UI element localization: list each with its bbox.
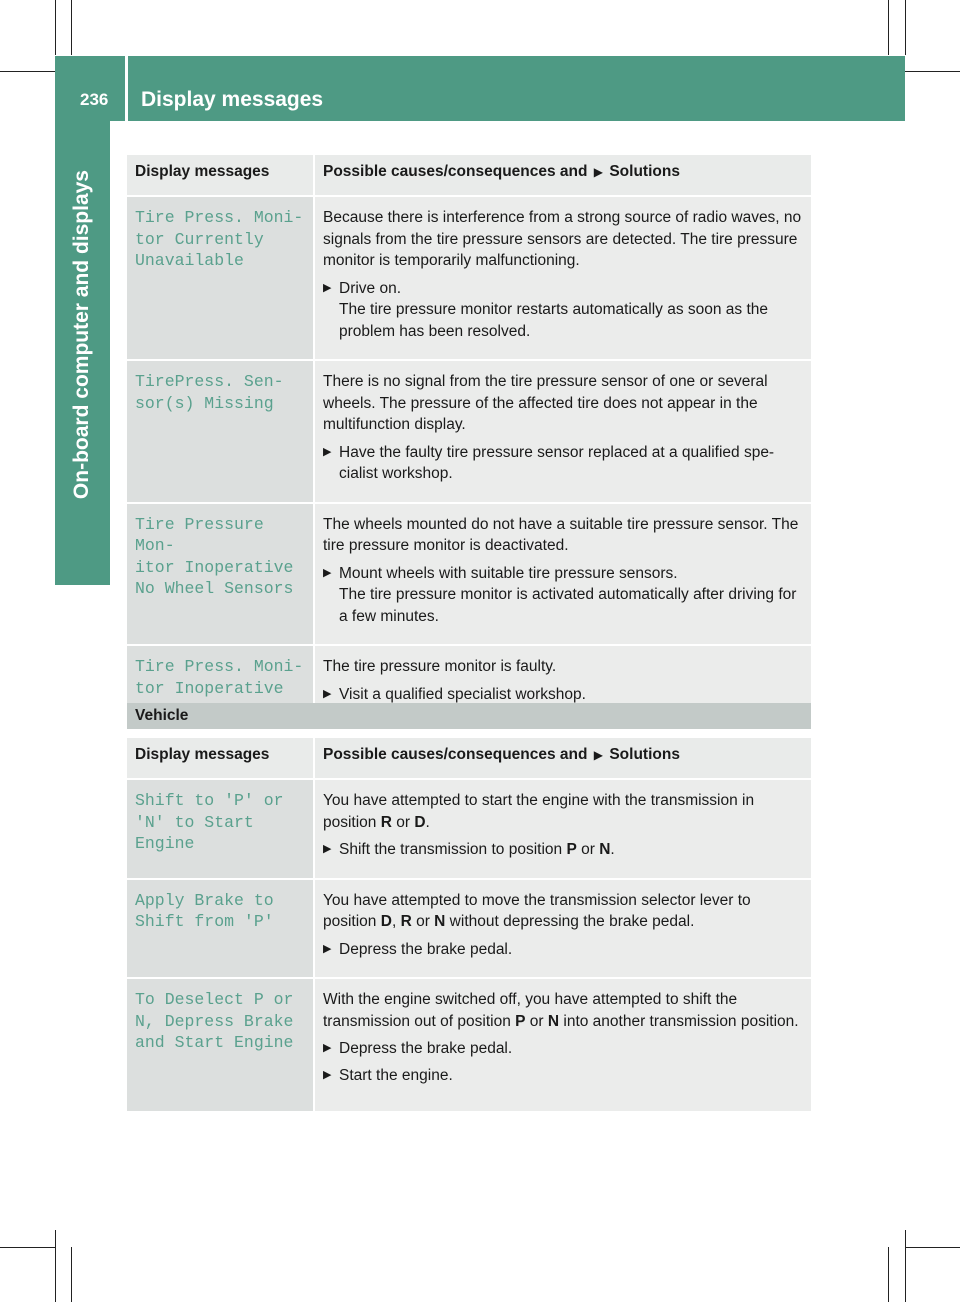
solution-arrow-icon: ▶ bbox=[593, 165, 604, 179]
solution-step bbox=[323, 278, 805, 343]
solution-step bbox=[323, 684, 805, 706]
cause-text bbox=[323, 989, 805, 1032]
key-letter: N bbox=[547, 1012, 560, 1030]
crop-mark bbox=[905, 0, 906, 55]
table-header-row bbox=[127, 155, 811, 196]
text-run: With the engine switched off, you have attempted to shift the transmission out of position bbox=[323, 991, 738, 1030]
display-message-code bbox=[127, 503, 314, 646]
code-line: Shift to 'P' or bbox=[135, 791, 284, 810]
step-text: . bbox=[610, 841, 615, 858]
solution-step bbox=[323, 563, 805, 628]
crop-mark bbox=[0, 71, 55, 72]
code-line: To Deselect P or bbox=[135, 990, 294, 1009]
cause-text bbox=[323, 790, 805, 833]
text-run: without depressing the brake pedal. bbox=[445, 913, 695, 930]
code-line: Tire Pressure Mon- bbox=[135, 514, 264, 555]
code-line: No Wheel Sensors bbox=[135, 579, 294, 598]
step-arrow-icon: ▶ bbox=[323, 843, 332, 855]
step-arrow-icon: ▶ bbox=[323, 1068, 332, 1081]
col-header-solutions-text: Solutions bbox=[609, 746, 680, 763]
side-chapter-label: On-board computer and displays bbox=[70, 170, 93, 500]
step-arrow-icon: ▶ bbox=[323, 687, 332, 700]
key-letter: R bbox=[380, 813, 392, 831]
table-row bbox=[127, 503, 811, 646]
code-line: N, Depress Brake bbox=[135, 1011, 294, 1031]
crop-mark bbox=[905, 71, 960, 72]
cause-text: The wheels mounted do not have a suitable tire pressure sensor. The tire pressure monitor is deactivated. bbox=[323, 515, 799, 554]
col-header-causes bbox=[314, 738, 811, 779]
key-letter: P bbox=[515, 1012, 526, 1030]
key-letter: R bbox=[400, 913, 412, 930]
display-message-code bbox=[127, 360, 314, 503]
crop-mark bbox=[55, 1230, 56, 1302]
crop-mark bbox=[71, 0, 72, 55]
page-title: Display messages bbox=[141, 88, 324, 111]
col-header-solutions-text: Solutions bbox=[609, 163, 680, 180]
crop-mark bbox=[55, 0, 56, 55]
messages-table-tire bbox=[127, 155, 811, 724]
cause-text: There is no signal from the tire pressure sensor of one or several wheels. The pressure of the affected tire does not appear in the multifunction display. bbox=[323, 373, 768, 433]
step-text: Visit a qualified specialist workshop. bbox=[339, 685, 586, 703]
step-text: Depress the brake pedal. bbox=[339, 940, 513, 958]
step-text: or bbox=[576, 841, 600, 858]
key-letter: N bbox=[434, 913, 446, 930]
cause-description bbox=[314, 779, 811, 879]
col-header-causes bbox=[314, 155, 811, 196]
key-letter: D bbox=[414, 813, 426, 831]
messages-table-vehicle bbox=[127, 738, 811, 1113]
step-arrow-icon: ▶ bbox=[323, 942, 332, 955]
table-row bbox=[127, 196, 811, 360]
cause-description bbox=[314, 879, 811, 979]
table-row bbox=[127, 879, 811, 979]
step-text: Depress the brake pedal. bbox=[339, 1040, 513, 1057]
solution-arrow-icon: ▶ bbox=[593, 748, 604, 762]
code-line: tor Currently bbox=[135, 229, 264, 249]
table-header-row bbox=[127, 738, 811, 779]
solution-step bbox=[323, 1038, 805, 1060]
page-number: 236 bbox=[80, 90, 109, 109]
cause-text: The tire pressure monitor is faulty. bbox=[323, 658, 557, 675]
crop-mark bbox=[0, 1247, 55, 1248]
display-message-code bbox=[127, 978, 314, 1112]
code-line: Unavailable bbox=[135, 251, 244, 270]
key-letter: D bbox=[380, 913, 392, 930]
col-header-causes-text: Possible causes/consequences and bbox=[323, 163, 588, 180]
cause-description bbox=[314, 978, 811, 1112]
solution-step bbox=[323, 839, 805, 861]
cause-description bbox=[314, 196, 811, 360]
code-line: Shift from 'P' bbox=[135, 912, 274, 931]
code-line: TirePress. Sen- bbox=[135, 372, 284, 391]
side-chapter-label-wrap bbox=[62, 140, 102, 530]
section-title-vehicle: Vehicle bbox=[135, 707, 189, 724]
cause-description bbox=[314, 360, 811, 503]
cause-description bbox=[314, 503, 811, 646]
code-line: sor(s) Missing bbox=[135, 393, 274, 413]
text-run: You have attempted to start the engine with the transmission in position bbox=[323, 792, 755, 831]
text-run: or bbox=[525, 1012, 548, 1030]
solution-step bbox=[323, 1065, 805, 1087]
code-line: Tire Press. Moni- bbox=[135, 657, 304, 676]
section-band-vehicle bbox=[127, 703, 811, 729]
code-line: Apply Brake to bbox=[135, 890, 274, 910]
table-row bbox=[127, 779, 811, 879]
step-arrow-icon: ▶ bbox=[323, 445, 332, 458]
key-letter: P bbox=[566, 841, 577, 858]
step-text: Have the faulty tire pressure sensor replaced at a qualified spe-cialist workshop. bbox=[339, 443, 775, 482]
col-header-messages: Display messages bbox=[127, 738, 314, 779]
crop-mark bbox=[71, 1247, 72, 1302]
display-message-code bbox=[127, 196, 314, 360]
step-result-text: The tire pressure monitor is activated automatically after driving for a few minutes. bbox=[339, 586, 797, 625]
text-run: You have attempted to move the transmission selector lever to position bbox=[323, 891, 751, 930]
col-header-causes-text: Possible causes/consequences and bbox=[323, 746, 588, 763]
key-letter: N bbox=[599, 841, 611, 858]
table-row bbox=[127, 360, 811, 503]
solution-step bbox=[323, 939, 805, 961]
crop-mark bbox=[905, 1230, 906, 1302]
text-run: . bbox=[425, 813, 430, 831]
code-line: 'N' to Start Engine bbox=[135, 812, 254, 853]
display-message-code bbox=[127, 779, 314, 879]
crop-mark bbox=[905, 1247, 960, 1248]
text-run: or bbox=[411, 913, 435, 930]
text-run: or bbox=[391, 813, 415, 831]
text-run: , bbox=[391, 913, 401, 930]
crop-mark bbox=[888, 0, 889, 55]
solution-step bbox=[323, 442, 805, 485]
step-text: Mount wheels with suitable tire pressure sensors. bbox=[339, 564, 678, 582]
step-text: Shift the transmission to position bbox=[339, 841, 567, 858]
step-arrow-icon: ▶ bbox=[323, 1042, 332, 1054]
step-text: Drive on. bbox=[339, 279, 402, 297]
cause-text bbox=[323, 890, 805, 933]
col-header-messages: Display messages bbox=[127, 155, 314, 196]
code-line: and Start Engine bbox=[135, 1033, 294, 1052]
step-result-text: The tire pressure monitor restarts automatically as soon as the problem has been resolved. bbox=[339, 301, 769, 340]
header-divider bbox=[125, 56, 128, 121]
code-line: Tire Press. Moni- bbox=[135, 208, 304, 227]
step-arrow-icon: ▶ bbox=[323, 281, 332, 294]
table-row bbox=[127, 978, 811, 1112]
code-line: itor Inoperative bbox=[135, 557, 294, 577]
step-text: Start the engine. bbox=[339, 1066, 453, 1084]
display-message-code bbox=[127, 879, 314, 979]
text-run: into another transmission position. bbox=[559, 1012, 799, 1030]
code-line: tor Inoperative bbox=[135, 678, 284, 698]
crop-mark bbox=[888, 1247, 889, 1302]
cause-text: Because there is interference from a strong source of radio waves, no signals from the tire pressure sensors are detected. The tire pressure monitor is temporarily malfunctioning. bbox=[323, 209, 802, 269]
step-arrow-icon: ▶ bbox=[323, 566, 332, 579]
